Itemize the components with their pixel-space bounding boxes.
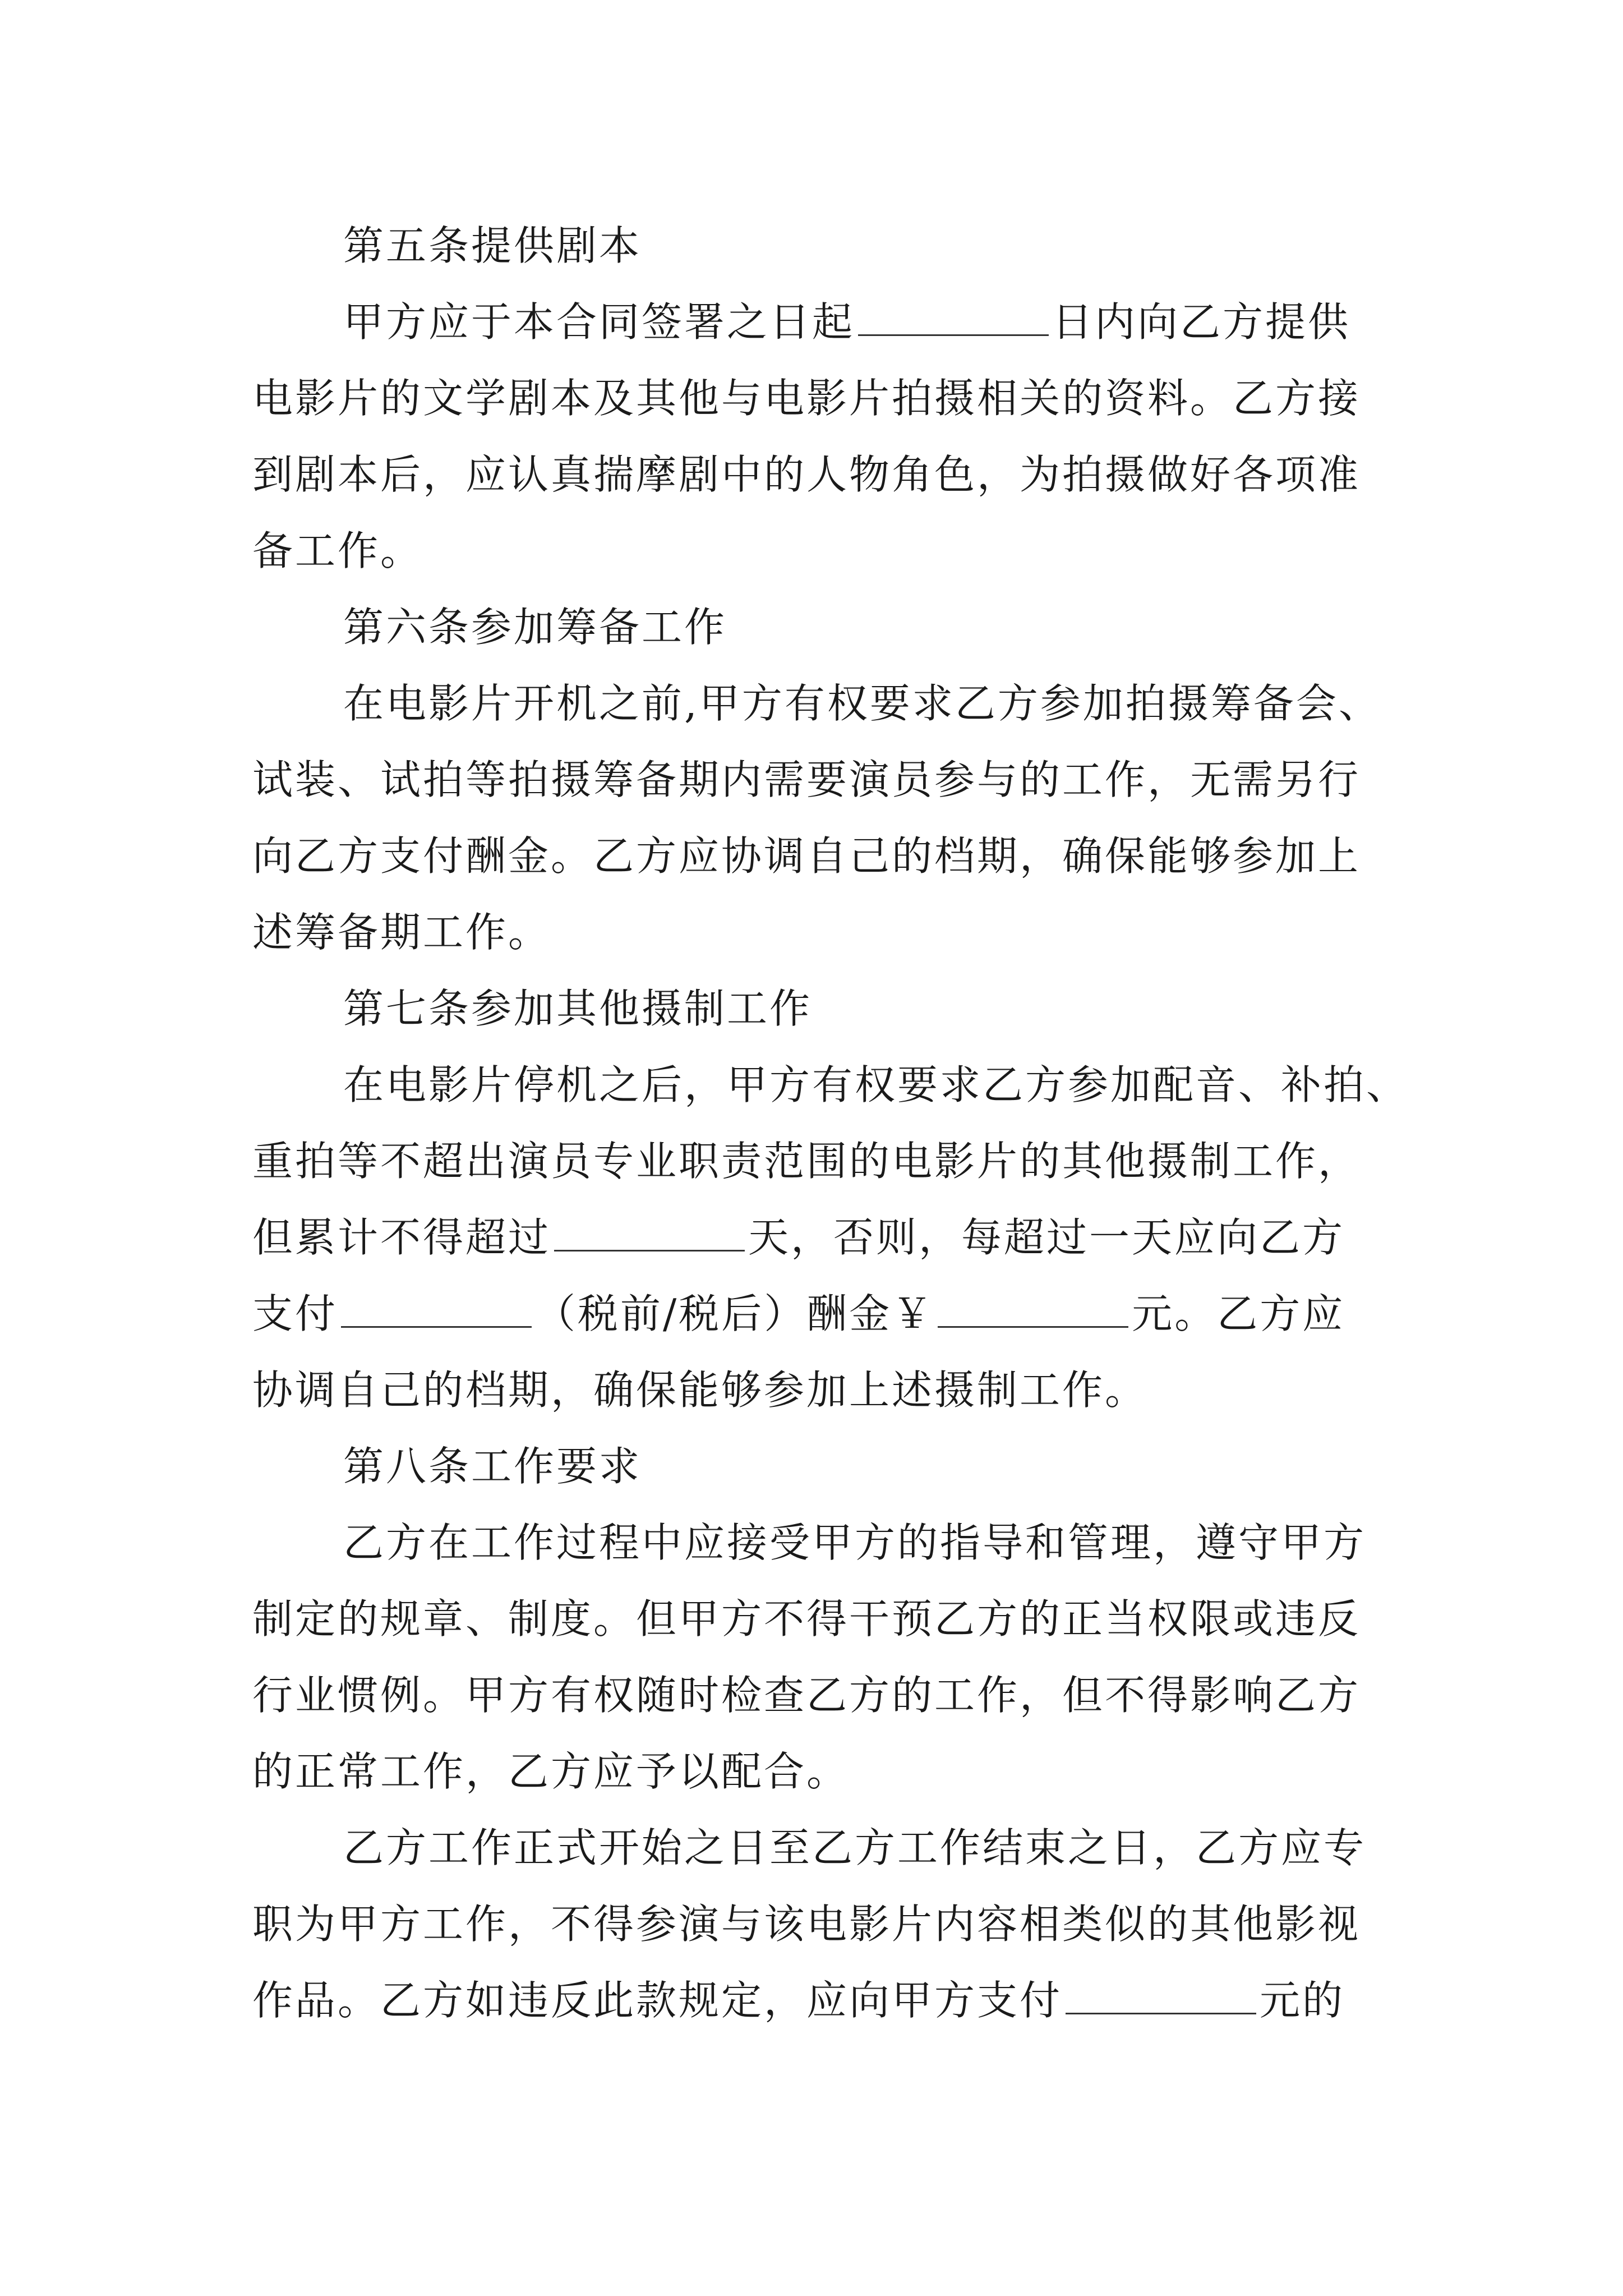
text-segment: 作品。乙方如违反此款规定，应向甲方支付 <box>252 1977 1063 2024</box>
paragraph-line <box>252 1123 1385 1199</box>
paragraph-line <box>252 1886 1385 1962</box>
text-segment: 甲方应于本合同签署之日起 <box>343 298 855 346</box>
fill-in-blank <box>1066 1979 1256 2014</box>
paragraph-line <box>252 894 1385 970</box>
article-heading <box>252 1428 1385 1504</box>
text-segment: 日内向乙方提供 <box>1052 298 1351 346</box>
text-segment: 在电影片停机之后，甲方有权要求乙方参加配音、补拍、 <box>343 1061 1409 1108</box>
paragraph-line <box>252 1810 1385 1886</box>
text-segment: 备工作。 <box>252 527 423 574</box>
text-segment: 但累计不得超过 <box>252 1214 551 1261</box>
text-segment: 乙方在工作过程中应接受甲方的指导和管理，遵守甲方 <box>343 1519 1367 1566</box>
text-segment: 第六条参加筹备工作 <box>343 604 727 651</box>
paragraph-line <box>252 1504 1385 1581</box>
text-segment: 协调自己的档期，确保能够参加上述摄制工作。 <box>252 1366 1148 1414</box>
paragraph-line <box>252 1581 1385 1657</box>
text-segment: 元。乙方应 <box>1132 1290 1345 1337</box>
paragraph-line <box>252 665 1385 742</box>
text-segment: 职为甲方工作，不得参演与该电影片内容相类似的其他影视 <box>252 1901 1361 1948</box>
paragraph-line <box>252 742 1385 818</box>
paragraph-line <box>252 1047 1409 1123</box>
article-heading <box>252 589 1385 665</box>
text-segment: 天，否则，每超过一天应向乙方 <box>748 1214 1345 1261</box>
fill-in-blank <box>858 301 1049 336</box>
paragraph-line <box>252 1962 1385 2039</box>
text-segment: 乙方工作正式开始之日至乙方工作结束之日，乙方应专 <box>343 1824 1367 1871</box>
text-segment: 的正常工作，乙方应予以配合。 <box>252 1748 850 1795</box>
article-heading <box>252 970 1385 1047</box>
text-segment: 元的 <box>1260 1977 1345 2024</box>
paragraph-line <box>252 284 1385 360</box>
document-body <box>252 208 1409 2039</box>
paragraph-line <box>252 1276 1385 1352</box>
paragraph-line <box>252 436 1385 513</box>
text-segment: 重拍等不超出演员专业职责范围的电影片的其他摄制工作， <box>252 1138 1361 1185</box>
text-segment: 第五条提供剧本 <box>343 222 642 269</box>
text-segment: 电影片的文学剧本及其他与电影片拍摄相关的资料。乙方接 <box>252 375 1361 422</box>
fill-in-blank <box>554 1216 745 1251</box>
paragraph-line <box>252 1657 1385 1733</box>
text-segment: 行业惯例。甲方有权随时检查乙方的工作，但不得影响乙方 <box>252 1672 1361 1719</box>
text-segment: 到剧本后，应认真揣摩剧中的人物角色，为拍摄做好各项准 <box>252 451 1361 498</box>
paragraph-line <box>252 513 1385 589</box>
article-heading <box>252 208 1385 284</box>
text-segment: 试装、试拍等拍摄筹备期内需要演员参与的工作，无需另行 <box>252 756 1361 803</box>
fill-in-blank <box>341 1292 532 1328</box>
paragraph-line <box>252 1352 1385 1428</box>
fill-in-blank <box>938 1292 1128 1328</box>
paragraph-line <box>252 1733 1385 1810</box>
text-segment: 支付 <box>252 1290 338 1337</box>
text-segment: 向乙方支付酬金。乙方应协调自己的档期，确保能够参加上 <box>252 832 1361 880</box>
text-segment: 第八条工作要求 <box>343 1443 642 1490</box>
text-segment: 制定的规章、制度。但甲方不得干预乙方的正当权限或违反 <box>252 1595 1361 1642</box>
text-segment: 在电影片开机之前,甲方有权要求乙方参加拍摄筹备会、 <box>343 680 1381 727</box>
paragraph-line <box>252 360 1385 436</box>
text-segment: （税前/税后）酬金￥ <box>535 1290 935 1337</box>
text-segment: 第七条参加其他摄制工作 <box>343 985 813 1032</box>
paragraph-line <box>252 1199 1385 1276</box>
paragraph-line <box>252 818 1385 894</box>
text-segment: 述筹备期工作。 <box>252 909 551 956</box>
